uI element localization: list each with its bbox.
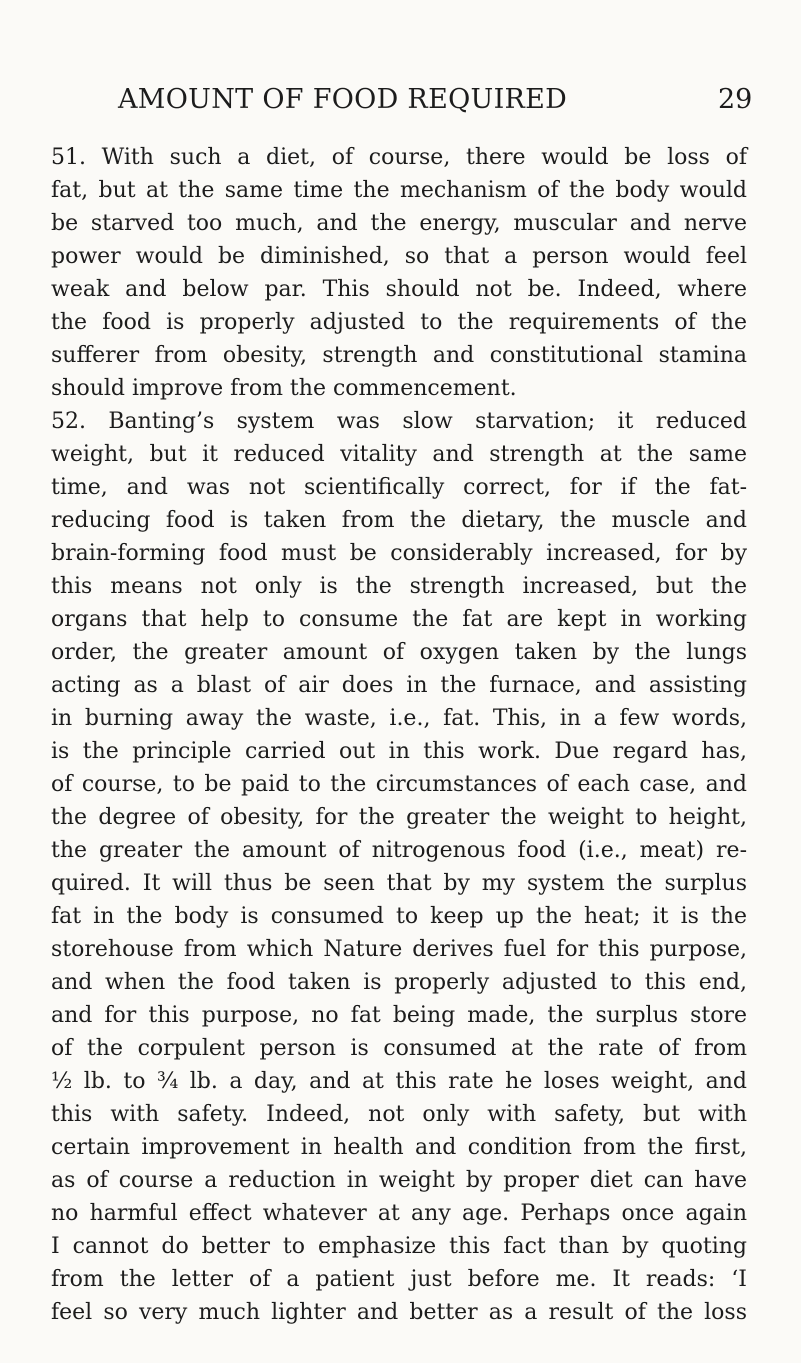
text-line: quired. It will thus be seen that by my system the surplus [51,871,747,896]
text-line: fat, but at the same time the mechanism of the body would [51,178,747,203]
text-line: of course, to be paid to the circumstances of each case, and [51,772,747,797]
text-line: weak and below par. This should not be. Indeed, where [51,277,747,302]
text-line: the greater the amount of nitrogenous food (i.e., meat) re- [51,838,747,863]
text-line: weight, but it reduced vitality and strength at the same [51,442,747,467]
text-line: certain improvement in health and condition from the first, [51,1135,747,1160]
text-line: 52. Banting’s system was slow starvation; it reduced [51,409,747,434]
text-line: this with safety. Indeed, not only with safety, but with [51,1102,747,1127]
text-line: as of course a reduction in weight by proper diet can have [51,1168,747,1193]
text-line: ½ lb. to ¾ lb. a day, and at this rate he loses weight, and [51,1069,747,1094]
text-line: of the corpulent person is consumed at the rate of from [51,1036,747,1061]
text-line: the food is properly adjusted to the requirements of the [51,310,747,335]
text-line: fat in the body is consumed to keep up the heat; it is the [51,904,747,929]
text-line: from the letter of a patient just before me. It reads: ‘I [51,1267,747,1292]
text-line: no harmful effect whatever at any age. Perhaps once again [51,1201,747,1226]
text-line: order, the greater amount of oxygen taken by the lungs [51,640,747,665]
text-line: and for this purpose, no fat being made, the surplus store [51,1003,747,1028]
text-line: in burning away the waste, i.e., fat. This, in a few words, [51,706,747,731]
text-line: be starved too much, and the energy, muscular and nerve [51,211,747,236]
text-line: time, and was not scientifically correct, for if the fat- [51,475,747,500]
running-head [0,84,801,124]
text-line: and when the food taken is properly adjusted to this end, [51,970,747,995]
text-line: should improve from the commencement. [51,376,517,401]
text-line: storehouse from which Nature derives fuel for this purpose, [51,937,747,962]
text-line: this means not only is the strength increased, but the [51,574,747,599]
text-line: brain-forming food must be considerably increased, for by [51,541,747,566]
running-head-title: AMOUNT OF FOOD REQUIRED [118,84,568,115]
text-line: organs that help to consume the fat are kept in working [51,607,747,632]
text-line: sufferer from obesity, strength and constitutional stamina [51,343,747,368]
text-line: power would be diminished, so that a person would feel [51,244,747,269]
text-line: reducing food is taken from the dietary, the muscle and [51,508,747,533]
text-line: feel so very much lighter and better as a result of the loss [51,1300,747,1325]
text-line: is the principle carried out in this work. Due regard has, [51,739,747,764]
text-line: 51. With such a diet, of course, there would be loss of [51,145,747,170]
text-line: I cannot do better to emphasize this fact than by quoting [51,1234,747,1259]
text-line: the degree of obesity, for the greater the weight to height, [51,805,747,830]
text-line: acting as a blast of air does in the furnace, and assisting [51,673,747,698]
page-number: 29 [718,84,753,115]
